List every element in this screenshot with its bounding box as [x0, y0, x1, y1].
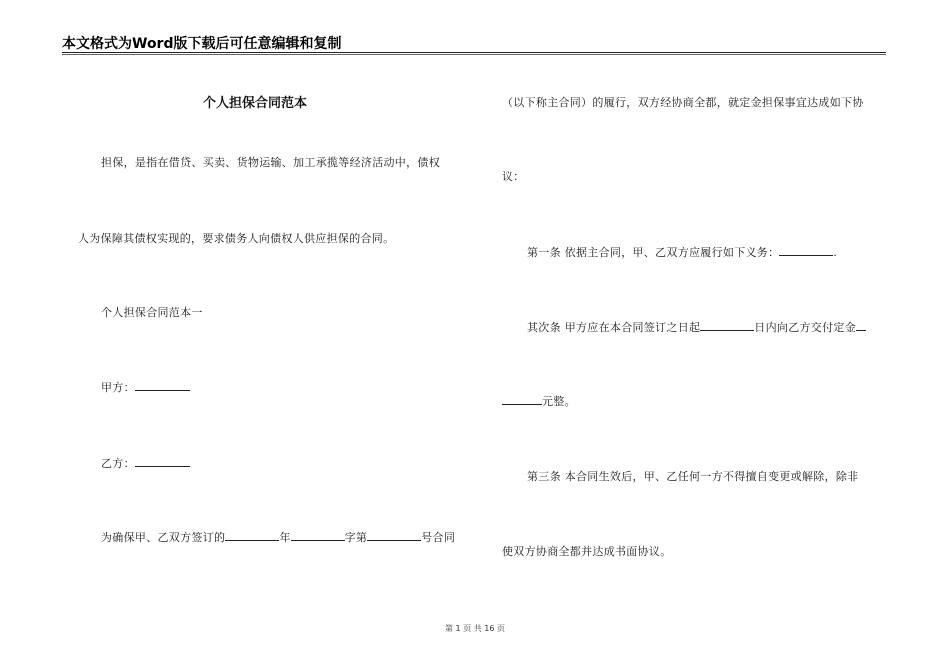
party-a-line [101, 379, 190, 395]
left-paragraph-1: 担保，是指在借贷、买卖、货物运输、加工承揽等经济活动中，债权 [101, 156, 440, 169]
contract-text-c: 字第 [344, 531, 368, 544]
contract-text-d: 号合同 [421, 531, 456, 544]
article-1-text: 第一条 依据主合同，甲、乙双方应履行如下义务： [527, 246, 780, 259]
article-2-blank-amount-cont[interactable] [502, 393, 542, 405]
header-divider-secondary [62, 54, 886, 55]
article-1-end: . [833, 246, 838, 259]
right-paragraph-2: 议： [502, 170, 525, 183]
left-paragraph-6 [101, 529, 455, 545]
article-2-continued [502, 393, 576, 409]
article-2-blank-days[interactable] [700, 319, 754, 331]
document-header: 本文格式为Word版下载后可任意编辑和复制 [62, 36, 342, 52]
party-a-blank[interactable] [135, 379, 190, 391]
party-b-blank[interactable] [135, 455, 190, 467]
article-1 [527, 244, 837, 260]
contract-text-a: 为确保甲、乙双方签订的 [101, 531, 226, 544]
article-2-amount-suffix: 元整。 [542, 395, 576, 408]
left-paragraph-3: 个人担保合同范本一 [101, 306, 203, 319]
right-paragraph-1: （以下称主合同）的履行，双方经协商全都，就定金担保事宜达成如下协 [502, 96, 864, 109]
article-2-text-b: 日内向乙方交付定金 [754, 321, 856, 334]
left-paragraph-2: 人为保障其债权实现的，要求债务人向债权人供应担保的合同。 [78, 232, 395, 245]
article-3: 第三条 本合同生效后，甲、乙任何一方不得擅自变更或解除，除非 [527, 470, 859, 483]
article-2 [527, 319, 866, 335]
header-divider [62, 52, 886, 53]
article-3-continued: 使双方协商全都并达成书面协议。 [502, 545, 672, 558]
party-a-label: 甲方： [101, 381, 135, 394]
party-b-line [101, 455, 190, 471]
contract-text-b: 年 [279, 531, 291, 544]
contract-blank-2[interactable] [291, 529, 345, 541]
article-2-text-a: 其次条 甲方应在本合同签订之日起 [527, 321, 701, 334]
document-title: 个人担保合同范本 [203, 96, 308, 111]
page-number: 第 1 页 共 16 页 [445, 624, 505, 633]
contract-blank-1[interactable] [225, 529, 279, 541]
party-b-label: 乙方： [101, 457, 135, 470]
article-1-blank[interactable] [779, 244, 833, 256]
article-2-blank-amount[interactable] [856, 319, 866, 331]
contract-blank-3[interactable] [367, 529, 421, 541]
